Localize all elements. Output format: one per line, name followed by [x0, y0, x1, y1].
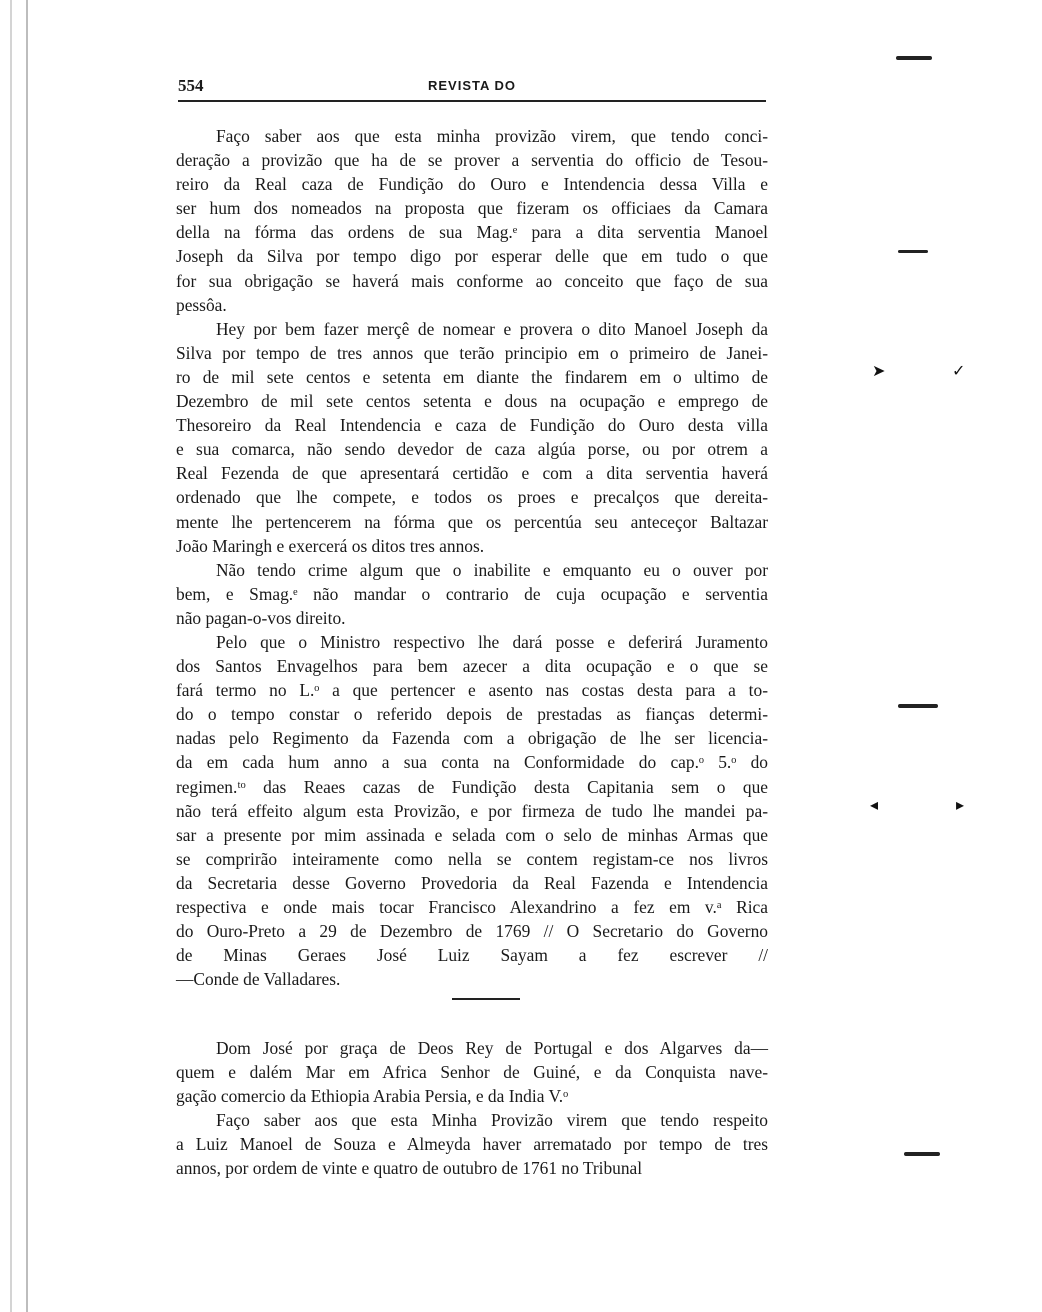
text-line: Pelo que o Ministro respectivo lhe dará posse e deferirá Juramento: [216, 631, 768, 652]
text-line: João Maringh e exercerá os ditos tres annos.: [176, 535, 485, 556]
text-line: se comprirão inteiramente como nella se contem registam-ce nos livros: [176, 848, 768, 869]
text-line: ser hum dos nomeados na proposta que fizeram os officiaes da Camara: [176, 198, 768, 219]
text-line: sar a presente por mim assinada e selada com o selo de minhas Armas que: [176, 824, 768, 845]
text-line: gação comercio da Ethiopia Arabia Persia, e da India V.ᵒ: [176, 1086, 569, 1107]
running-title: REVISTA DO: [427, 78, 516, 93]
paragraph: [176, 1036, 768, 1108]
text-line: Não tendo crime algum que o inabilite e emquanto eu o ouver por: [216, 559, 768, 580]
scan-mark: [896, 56, 932, 60]
text-line: quem e dalém Mar em Africa Senhor de Guiné, e da Conquista nave-: [176, 1062, 768, 1083]
text-line: Hey por bem fazer merçê de nomear e provera o dito Manoel Joseph da: [216, 318, 768, 339]
scan-mark: ◂: [870, 797, 879, 814]
text-line: regimen.ᵗᵒ das Reaes cazas de Fundição desta Capitania sem o que: [176, 776, 768, 797]
scan-mark: ➤: [872, 363, 886, 380]
text-line: mente lhe pertencerem na fórma que os percentúa seu anteceçor Baltazar: [176, 511, 768, 532]
paragraph: [176, 124, 768, 317]
text-line: e sua comarca, não sendo devedor de caza algúa porse, ou por otrem a: [176, 439, 768, 460]
text-line: Joseph da Silva por tempo digo por esperar delle que em tudo o que: [176, 246, 768, 267]
text-line: fará termo no L.ᵒ a que pertencer e asento nas costas desta para a to-: [176, 680, 768, 701]
text-line: ordenado que lhe compete, e todos os proes e precalços que dereita-: [176, 487, 768, 508]
text-line: respectiva e onde mais tocar Francisco Alexandrino a fez em v.ᵃ Rica: [176, 897, 768, 917]
text-line: do Ouro-Preto a 29 de Dezembro de 1769 // O Secretario do Governo: [176, 921, 768, 942]
paragraph: [176, 317, 768, 558]
text-line: pessôa.: [176, 294, 227, 315]
text-line: da Secretaria desse Governo Provedoria da Real Fazenda e Intendencia: [176, 872, 768, 893]
text-line: não pagan-o-vos direito.: [176, 607, 346, 628]
scan-mark: [904, 1152, 940, 1156]
text-line: Faço saber aos que esta Minha Provizão virem que tendo respeito: [216, 1110, 768, 1131]
text-line: a Luiz Manoel de Souza e Almeyda haver arrematado por tempo de tres: [176, 1134, 768, 1155]
text-line: Thesoreiro da Real Intendencia e caza de Fundição do Ouro desta villa: [176, 415, 768, 436]
text-line: Silva por tempo de tres annos que terão principio em o primeiro de Janei-: [176, 342, 768, 363]
paragraph: [176, 630, 768, 991]
paragraph: [176, 1108, 768, 1180]
text-line: não terá effeito algum esta Provizão, e por firmeza de tudo lhe mandei pa-: [176, 800, 768, 821]
text-line: della na fórma das ordens de sua Mag.ᵉ para a dita serventia Manoel: [176, 222, 768, 243]
scan-mark: [898, 704, 938, 708]
text-line: Dom José por graça de Deos Rey de Portugal e dos Algarves da—: [216, 1038, 768, 1058]
document-provisao-2: [176, 1036, 768, 1181]
text-line: Faço saber aos que esta minha provizão virem, que tendo conci-: [216, 126, 768, 146]
text-line: —Conde de Valladares.: [176, 969, 341, 990]
text-line: annos, por ordem de vinte e quatro de outubro de 1761 no Tribunal: [176, 1158, 643, 1179]
scan-mark: [898, 250, 928, 253]
text-line: dos Santos Envagelhos para bem azecer a dita ocupação e o que se: [176, 656, 768, 677]
page-header: [178, 74, 766, 96]
document-provisao-1: [176, 124, 768, 991]
text-line: Real Fezenda de que apresentará certidão e com a dita serventia haverá: [176, 463, 768, 484]
text-line: for sua obrigação se haverá mais conforme ao conceito que faço de sua: [176, 270, 768, 291]
text-line: nadas pelo Regimento da Fazenda com a obrigação de lhe ser licencia-: [176, 728, 768, 749]
text-line: de Minas Geraes José Luiz Sayam a fez escrever //: [176, 945, 768, 966]
text-line: do o tempo constar o referido depois de prestadas as fianças determi-: [176, 704, 768, 725]
header-rule: [178, 100, 766, 102]
page-number: 554: [178, 76, 204, 95]
paragraph: [176, 558, 768, 630]
scan-mark: ✓: [952, 363, 966, 380]
section-separator: [452, 998, 520, 1000]
text-line: reiro da Real caza de Fundição do Ouro e Intendencia dessa Villa e: [176, 174, 768, 195]
text-line: deração a provizão que ha de se prover a serventia do officio de Tesou-: [176, 150, 768, 171]
text-line: da em cada hum anno a sua conta na Conformidade do cap.ᵒ 5.ᵒ do: [176, 752, 768, 773]
text-line: Dezembro de mil sete centos setenta e dous na ocupação e emprego de: [176, 391, 768, 412]
scan-mark: ▸: [956, 797, 965, 814]
page-binding-edge: [0, 0, 28, 1312]
text-line: bem, e Smag.ᵉ não mandar o contrario de cuja ocupação e serventia: [176, 583, 768, 604]
text-line: ro de mil sete centos e setenta em diante the findarem em o ultimo de: [176, 366, 768, 387]
